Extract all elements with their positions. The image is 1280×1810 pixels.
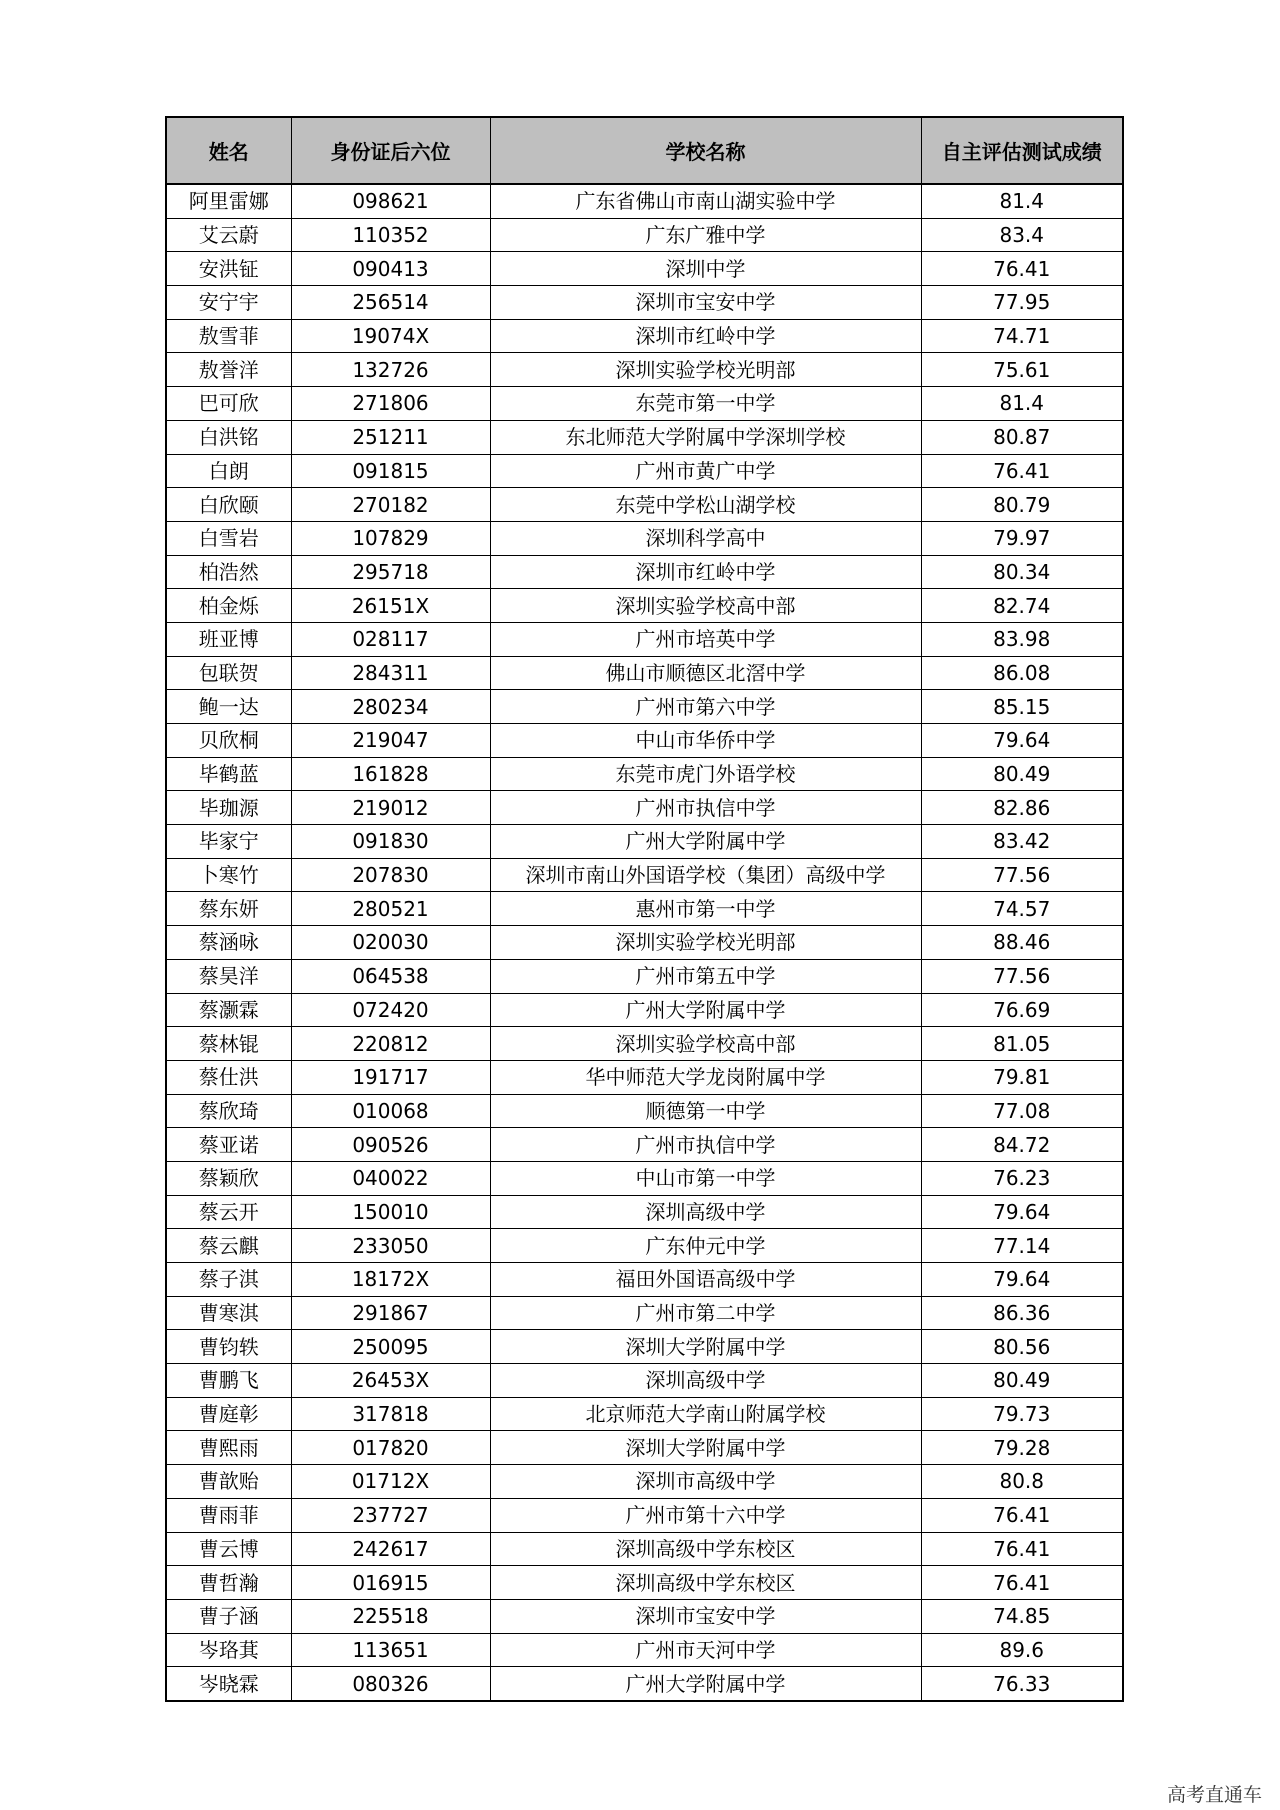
cell-name: 蔡仕洪: [166, 1060, 291, 1094]
cell-score: 76.41: [921, 252, 1123, 286]
cell-name: 毕鹤蓝: [166, 757, 291, 791]
table-row: [166, 589, 1123, 623]
cell-name: 白朗: [166, 454, 291, 488]
table-row: [166, 1128, 1123, 1162]
cell-id-last6: 295718: [291, 555, 490, 589]
table-row: [166, 1599, 1123, 1633]
cell-name: 岑晓霖: [166, 1667, 291, 1701]
cell-name: 巴可欣: [166, 387, 291, 421]
table-row: [166, 1229, 1123, 1263]
cell-school: 顺德第一中学: [490, 1094, 921, 1128]
table-row: [166, 1465, 1123, 1499]
cell-id-last6: 090413: [291, 252, 490, 286]
cell-id-last6: 237727: [291, 1498, 490, 1532]
header-row: [166, 117, 1123, 184]
cell-id-last6: 072420: [291, 993, 490, 1027]
header-id-last6: 身份证后六位: [291, 117, 490, 184]
cell-school: 中山市第一中学: [490, 1161, 921, 1195]
cell-name: 曹歆贻: [166, 1465, 291, 1499]
cell-name: 曹鹏飞: [166, 1364, 291, 1398]
cell-school: 深圳市宝安中学: [490, 1599, 921, 1633]
cell-score: 76.41: [921, 1566, 1123, 1600]
table-row: [166, 892, 1123, 926]
cell-school: 中山市华侨中学: [490, 724, 921, 758]
cell-school: 广东仲元中学: [490, 1229, 921, 1263]
cell-name: 蔡欣琦: [166, 1094, 291, 1128]
cell-school: 广州市执信中学: [490, 791, 921, 825]
cell-school: 广州市第六中学: [490, 690, 921, 724]
cell-id-last6: 091815: [291, 454, 490, 488]
cell-school: 北京师范大学南山附属学校: [490, 1397, 921, 1431]
table-row: [166, 993, 1123, 1027]
cell-id-last6: 251211: [291, 420, 490, 454]
cell-school: 广州市执信中学: [490, 1128, 921, 1162]
cell-school: 广州大学附属中学: [490, 993, 921, 1027]
table-header: [166, 117, 1123, 184]
cell-id-last6: 020030: [291, 926, 490, 960]
cell-school: 深圳高级中学: [490, 1195, 921, 1229]
table-row: [166, 488, 1123, 522]
cell-name: 曹寒淇: [166, 1296, 291, 1330]
cell-name: 柏浩然: [166, 555, 291, 589]
cell-name: 蔡灏霖: [166, 993, 291, 1027]
score-table: [165, 116, 1124, 1702]
cell-score: 77.56: [921, 858, 1123, 892]
cell-school: 深圳市红岭中学: [490, 555, 921, 589]
table-row: [166, 1161, 1123, 1195]
cell-id-last6: 207830: [291, 858, 490, 892]
cell-name: 安洪钲: [166, 252, 291, 286]
cell-score: 81.4: [921, 184, 1123, 218]
table-row: [166, 757, 1123, 791]
cell-id-last6: 280234: [291, 690, 490, 724]
cell-id-last6: 26151X: [291, 589, 490, 623]
cell-school: 深圳实验学校高中部: [490, 1027, 921, 1061]
cell-name: 卜寒竹: [166, 858, 291, 892]
table-row: [166, 521, 1123, 555]
cell-school: 深圳科学高中: [490, 521, 921, 555]
table-row: [166, 1532, 1123, 1566]
cell-score: 76.69: [921, 993, 1123, 1027]
cell-name: 曹子涵: [166, 1599, 291, 1633]
cell-name: 白欣颐: [166, 488, 291, 522]
header-name: 姓名: [166, 117, 291, 184]
table-row: [166, 1498, 1123, 1532]
cell-name: 蔡涵咏: [166, 926, 291, 960]
cell-id-last6: 256514: [291, 286, 490, 320]
cell-name: 柏金烁: [166, 589, 291, 623]
table-row: [166, 1431, 1123, 1465]
cell-id-last6: 242617: [291, 1532, 490, 1566]
cell-id-last6: 270182: [291, 488, 490, 522]
cell-school: 东莞市虎门外语学校: [490, 757, 921, 791]
cell-score: 76.33: [921, 1667, 1123, 1701]
cell-id-last6: 040022: [291, 1161, 490, 1195]
cell-school: 佛山市顺德区北滘中学: [490, 656, 921, 690]
cell-id-last6: 016915: [291, 1566, 490, 1600]
cell-name: 岑珞萁: [166, 1633, 291, 1667]
cell-school: 广州市黄广中学: [490, 454, 921, 488]
cell-id-last6: 225518: [291, 1599, 490, 1633]
table-row: [166, 1633, 1123, 1667]
table-row: [166, 1094, 1123, 1128]
table-row: [166, 791, 1123, 825]
cell-name: 曹哲瀚: [166, 1566, 291, 1600]
cell-score: 84.72: [921, 1128, 1123, 1162]
cell-score: 74.85: [921, 1599, 1123, 1633]
cell-id-last6: 220812: [291, 1027, 490, 1061]
cell-school: 深圳实验学校光明部: [490, 353, 921, 387]
cell-school: 广东省佛山市南山湖实验中学: [490, 184, 921, 218]
cell-score: 74.71: [921, 319, 1123, 353]
cell-id-last6: 191717: [291, 1060, 490, 1094]
cell-name: 艾云蔚: [166, 218, 291, 252]
table-row: [166, 555, 1123, 589]
cell-id-last6: 26453X: [291, 1364, 490, 1398]
cell-score: 79.64: [921, 1195, 1123, 1229]
cell-name: 白洪铭: [166, 420, 291, 454]
cell-school: 福田外国语高级中学: [490, 1263, 921, 1297]
cell-school: 广州大学附属中学: [490, 825, 921, 859]
table-row: [166, 858, 1123, 892]
cell-name: 蔡亚诺: [166, 1128, 291, 1162]
table-row: [166, 1195, 1123, 1229]
cell-score: 86.36: [921, 1296, 1123, 1330]
cell-name: 蔡子淇: [166, 1263, 291, 1297]
cell-score: 74.57: [921, 892, 1123, 926]
cell-score: 82.74: [921, 589, 1123, 623]
cell-school: 东北师范大学附属中学深圳学校: [490, 420, 921, 454]
table-row: [166, 184, 1123, 218]
cell-score: 77.08: [921, 1094, 1123, 1128]
cell-name: 蔡林锟: [166, 1027, 291, 1061]
cell-score: 77.56: [921, 959, 1123, 993]
cell-school: 深圳市红岭中学: [490, 319, 921, 353]
table-row: [166, 1296, 1123, 1330]
cell-score: 76.41: [921, 1498, 1123, 1532]
cell-name: 蔡云麒: [166, 1229, 291, 1263]
cell-school: 广州市第二中学: [490, 1296, 921, 1330]
cell-school: 东莞市第一中学: [490, 387, 921, 421]
cell-id-last6: 271806: [291, 387, 490, 421]
cell-name: 蔡昊洋: [166, 959, 291, 993]
cell-id-last6: 280521: [291, 892, 490, 926]
table-row: [166, 319, 1123, 353]
cell-score: 77.95: [921, 286, 1123, 320]
table-row: [166, 1397, 1123, 1431]
cell-score: 80.34: [921, 555, 1123, 589]
cell-school: 东莞中学松山湖学校: [490, 488, 921, 522]
table-row: [166, 926, 1123, 960]
header-school: 学校名称: [490, 117, 921, 184]
cell-score: 81.05: [921, 1027, 1123, 1061]
cell-school: 广州市培英中学: [490, 622, 921, 656]
cell-name: 蔡东妍: [166, 892, 291, 926]
table-row: [166, 454, 1123, 488]
cell-school: 深圳高级中学东校区: [490, 1532, 921, 1566]
cell-id-last6: 219012: [291, 791, 490, 825]
table-body: [166, 184, 1123, 1701]
cell-id-last6: 161828: [291, 757, 490, 791]
cell-score: 79.97: [921, 521, 1123, 555]
cell-name: 包联贺: [166, 656, 291, 690]
cell-score: 85.15: [921, 690, 1123, 724]
cell-school: 华中师范大学龙岗附属中学: [490, 1060, 921, 1094]
table-row: [166, 387, 1123, 421]
cell-id-last6: 080326: [291, 1667, 490, 1701]
cell-school: 惠州市第一中学: [490, 892, 921, 926]
table-row: [166, 622, 1123, 656]
cell-school: 深圳实验学校高中部: [490, 589, 921, 623]
table-row: [166, 959, 1123, 993]
cell-name: 曹庭彰: [166, 1397, 291, 1431]
cell-school: 广东广雅中学: [490, 218, 921, 252]
table-row: [166, 1330, 1123, 1364]
header-score: 自主评估测试成绩: [921, 117, 1123, 184]
cell-id-last6: 219047: [291, 724, 490, 758]
cell-id-last6: 150010: [291, 1195, 490, 1229]
cell-id-last6: 317818: [291, 1397, 490, 1431]
cell-name: 曹云博: [166, 1532, 291, 1566]
cell-score: 77.14: [921, 1229, 1123, 1263]
cell-school: 深圳实验学校光明部: [490, 926, 921, 960]
cell-id-last6: 132726: [291, 353, 490, 387]
cell-name: 敖雪菲: [166, 319, 291, 353]
cell-school: 深圳中学: [490, 252, 921, 286]
cell-id-last6: 110352: [291, 218, 490, 252]
cell-score: 88.46: [921, 926, 1123, 960]
cell-id-last6: 01712X: [291, 1465, 490, 1499]
cell-score: 82.86: [921, 791, 1123, 825]
cell-score: 79.81: [921, 1060, 1123, 1094]
cell-id-last6: 064538: [291, 959, 490, 993]
cell-school: 广州市第十六中学: [490, 1498, 921, 1532]
cell-school: 深圳市南山外国语学校（集团）高级中学: [490, 858, 921, 892]
table-row: [166, 252, 1123, 286]
table-row: [166, 420, 1123, 454]
cell-score: 80.56: [921, 1330, 1123, 1364]
cell-score: 86.08: [921, 656, 1123, 690]
cell-name: 蔡云开: [166, 1195, 291, 1229]
cell-name: 曹钧轶: [166, 1330, 291, 1364]
cell-name: 白雪岩: [166, 521, 291, 555]
cell-score: 80.79: [921, 488, 1123, 522]
cell-school: 深圳高级中学东校区: [490, 1566, 921, 1600]
cell-score: 79.64: [921, 1263, 1123, 1297]
cell-school: 深圳大学附属中学: [490, 1431, 921, 1465]
table-row: [166, 656, 1123, 690]
cell-score: 76.23: [921, 1161, 1123, 1195]
cell-id-last6: 090526: [291, 1128, 490, 1162]
cell-id-last6: 250095: [291, 1330, 490, 1364]
cell-id-last6: 18172X: [291, 1263, 490, 1297]
cell-id-last6: 091830: [291, 825, 490, 859]
cell-name: 贝欣桐: [166, 724, 291, 758]
cell-school: 深圳大学附属中学: [490, 1330, 921, 1364]
cell-score: 80.49: [921, 757, 1123, 791]
cell-name: 安宁宇: [166, 286, 291, 320]
cell-school: 广州市第五中学: [490, 959, 921, 993]
table-row: [166, 1667, 1123, 1701]
cell-school: 广州大学附属中学: [490, 1667, 921, 1701]
cell-school: 深圳高级中学: [490, 1364, 921, 1398]
watermark-text: 高考直通车: [1166, 1784, 1262, 1806]
cell-name: 曹雨菲: [166, 1498, 291, 1532]
cell-name: 敖誉洋: [166, 353, 291, 387]
cell-name: 班亚博: [166, 622, 291, 656]
cell-id-last6: 028117: [291, 622, 490, 656]
table-row: [166, 286, 1123, 320]
cell-score: 76.41: [921, 454, 1123, 488]
table-row: [166, 1027, 1123, 1061]
cell-score: 80.87: [921, 420, 1123, 454]
cell-score: 89.6: [921, 1633, 1123, 1667]
cell-score: 79.64: [921, 724, 1123, 758]
cell-id-last6: 19074X: [291, 319, 490, 353]
table-row: [166, 1364, 1123, 1398]
cell-name: 毕家宁: [166, 825, 291, 859]
cell-score: 83.4: [921, 218, 1123, 252]
cell-name: 蔡颖欣: [166, 1161, 291, 1195]
cell-name: 曹熙雨: [166, 1431, 291, 1465]
table-row: [166, 825, 1123, 859]
cell-score: 79.28: [921, 1431, 1123, 1465]
cell-score: 76.41: [921, 1532, 1123, 1566]
cell-score: 80.49: [921, 1364, 1123, 1398]
cell-score: 83.98: [921, 622, 1123, 656]
cell-id-last6: 017820: [291, 1431, 490, 1465]
cell-score: 75.61: [921, 353, 1123, 387]
cell-id-last6: 284311: [291, 656, 490, 690]
cell-id-last6: 010068: [291, 1094, 490, 1128]
table-row: [166, 1060, 1123, 1094]
cell-school: 深圳市宝安中学: [490, 286, 921, 320]
cell-school: 广州市天河中学: [490, 1633, 921, 1667]
table-row: [166, 353, 1123, 387]
cell-school: 深圳市高级中学: [490, 1465, 921, 1499]
cell-id-last6: 291867: [291, 1296, 490, 1330]
cell-name: 毕珈源: [166, 791, 291, 825]
table-row: [166, 690, 1123, 724]
table-row: [166, 1566, 1123, 1600]
cell-score: 83.42: [921, 825, 1123, 859]
table-row: [166, 1263, 1123, 1297]
cell-id-last6: 113651: [291, 1633, 490, 1667]
cell-name: 阿里雷娜: [166, 184, 291, 218]
cell-id-last6: 233050: [291, 1229, 490, 1263]
cell-id-last6: 098621: [291, 184, 490, 218]
table-row: [166, 724, 1123, 758]
cell-score: 81.4: [921, 387, 1123, 421]
cell-score: 79.73: [921, 1397, 1123, 1431]
cell-name: 鲍一达: [166, 690, 291, 724]
table-row: [166, 218, 1123, 252]
cell-score: 80.8: [921, 1465, 1123, 1499]
cell-id-last6: 107829: [291, 521, 490, 555]
